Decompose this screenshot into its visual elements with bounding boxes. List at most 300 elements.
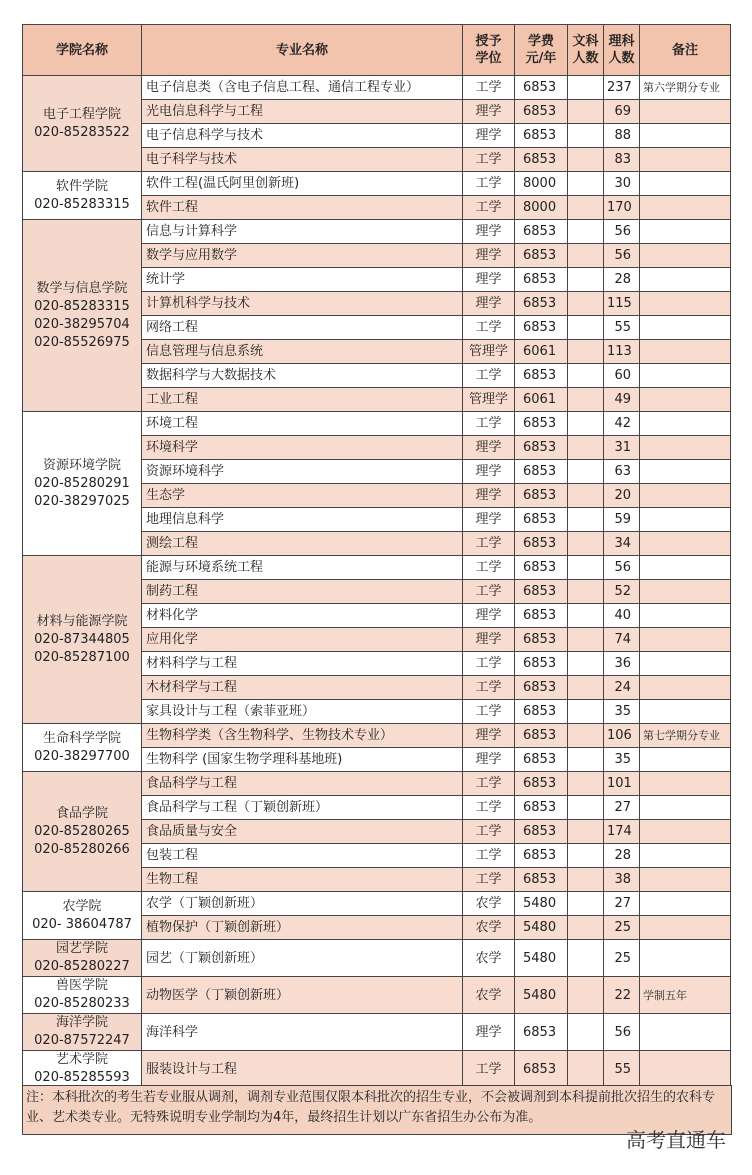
arts-count [568, 388, 604, 412]
major-name: 信息管理与信息系统 [142, 340, 463, 364]
remark [640, 940, 731, 977]
remark [640, 820, 731, 844]
header-college: 学院名称 [23, 25, 142, 76]
remark [640, 172, 731, 196]
major-name: 材料化学 [142, 604, 463, 628]
major-name: 电子信息类（含电子信息工程、通信工程专业） [142, 76, 463, 100]
table-row [23, 977, 731, 1014]
science-count: 113 [604, 340, 640, 364]
remark [640, 748, 731, 772]
arts-count [568, 268, 604, 292]
college-phone: 020-85283315 [34, 196, 130, 212]
degree: 理学 [463, 460, 515, 484]
arts-count [568, 580, 604, 604]
college-phone: 020-85283522 [34, 124, 130, 140]
header-science-count: 理科 人数 [604, 25, 640, 76]
tuition-fee: 6853 [515, 124, 568, 148]
footnote: 注：本科批次的考生若专业服从调剂，调剂专业范围仅限本科批次的招生专业，不会被调剂到本科提前批次招生的农科专业、艺术类专业。无特殊说明专业学制均为4年，最终招生计划以广东省招生办公布为准。 [22, 1085, 732, 1135]
arts-count [568, 868, 604, 892]
science-count: 36 [604, 652, 640, 676]
college-name: 艺术学院 [55, 1052, 108, 1067]
tuition-fee: 6853 [515, 364, 568, 388]
college-cell [23, 1014, 142, 1051]
degree: 工学 [463, 412, 515, 436]
degree: 理学 [463, 724, 515, 748]
major-name: 生态学 [142, 484, 463, 508]
remark [640, 580, 731, 604]
arts-count [568, 172, 604, 196]
arts-count [568, 844, 604, 868]
admissions-table-container [22, 24, 730, 1088]
tuition-fee: 6853 [515, 556, 568, 580]
tuition-fee: 6853 [515, 76, 568, 100]
tuition-fee: 6853 [515, 292, 568, 316]
arts-count [568, 220, 604, 244]
tuition-fee: 6853 [515, 268, 568, 292]
arts-count [568, 892, 604, 916]
major-name: 工业工程 [142, 388, 463, 412]
science-count: 237 [604, 76, 640, 100]
degree: 理学 [463, 748, 515, 772]
header-major: 专业名称 [142, 25, 463, 76]
tuition-fee: 6853 [515, 100, 568, 124]
college-cell [23, 940, 142, 977]
science-count: 115 [604, 292, 640, 316]
arts-count [568, 124, 604, 148]
arts-count [568, 316, 604, 340]
table-row [23, 172, 731, 196]
major-name: 数据科学与大数据技术 [142, 364, 463, 388]
college-phone: 020- 38604787 [32, 916, 132, 932]
college-name: 海洋学院 [55, 1015, 108, 1030]
major-name: 食品科学与工程 [142, 772, 463, 796]
science-count: 30 [604, 172, 640, 196]
arts-count [568, 148, 604, 172]
college-cell [23, 772, 142, 892]
major-name: 园艺（丁颖创新班） [142, 940, 463, 977]
college-phone: 020-85280265 [34, 823, 130, 839]
remark [640, 196, 731, 220]
major-name: 资源环境科学 [142, 460, 463, 484]
college-phone: 020-38295704 [34, 316, 130, 332]
science-count: 170 [604, 196, 640, 220]
major-name: 电子科学与技术 [142, 148, 463, 172]
remark [640, 1051, 731, 1088]
degree: 工学 [463, 76, 515, 100]
remark: 学制五年 [640, 977, 731, 1014]
degree: 理学 [463, 244, 515, 268]
arts-count [568, 436, 604, 460]
tuition-fee: 6853 [515, 412, 568, 436]
college-cell [23, 556, 142, 724]
college-name: 电子工程学院 [42, 106, 121, 122]
college-cell [23, 1051, 142, 1088]
major-name: 环境科学 [142, 436, 463, 460]
table-row [23, 724, 731, 748]
degree: 理学 [463, 268, 515, 292]
major-name: 网络工程 [142, 316, 463, 340]
major-name: 光电信息科学与工程 [142, 100, 463, 124]
science-count: 88 [604, 124, 640, 148]
tuition-fee: 6853 [515, 796, 568, 820]
remark [640, 868, 731, 892]
major-name: 生物科学类（含生物科学、生物技术专业） [142, 724, 463, 748]
degree: 农学 [463, 977, 515, 1014]
table-row [23, 892, 731, 916]
arts-count [568, 628, 604, 652]
arts-count [568, 364, 604, 388]
tuition-fee: 6853 [515, 484, 568, 508]
tuition-fee: 6853 [515, 652, 568, 676]
degree: 理学 [463, 220, 515, 244]
table-row [23, 76, 731, 100]
header-degree: 授予 学位 [463, 25, 515, 76]
remark [640, 340, 731, 364]
college-phone: 020-87344805 [34, 631, 130, 647]
science-count: 52 [604, 580, 640, 604]
remark [640, 796, 731, 820]
remark [640, 652, 731, 676]
remark [640, 628, 731, 652]
arts-count [568, 244, 604, 268]
major-name: 生物科学 (国家生物学理科基地班) [142, 748, 463, 772]
header-fee: 学费 元/年 [515, 25, 568, 76]
science-count: 28 [604, 844, 640, 868]
science-count: 24 [604, 676, 640, 700]
science-count: 35 [604, 748, 640, 772]
college-phone: 020-85283315 [34, 298, 130, 314]
remark [640, 772, 731, 796]
arts-count [568, 460, 604, 484]
arts-count [568, 100, 604, 124]
science-count: 28 [604, 268, 640, 292]
table-header-row [23, 25, 731, 76]
arts-count [568, 340, 604, 364]
major-name: 数学与应用数学 [142, 244, 463, 268]
degree: 工学 [463, 1051, 515, 1088]
degree: 工学 [463, 172, 515, 196]
tuition-fee: 5480 [515, 977, 568, 1014]
arts-count [568, 724, 604, 748]
degree: 工学 [463, 796, 515, 820]
remark [640, 412, 731, 436]
major-name: 电子信息科学与技术 [142, 124, 463, 148]
major-name: 木材科学与工程 [142, 676, 463, 700]
major-name: 统计学 [142, 268, 463, 292]
science-count: 25 [604, 916, 640, 940]
major-name: 地理信息科学 [142, 508, 463, 532]
remark [640, 436, 731, 460]
admissions-table [22, 24, 731, 1088]
degree: 工学 [463, 868, 515, 892]
remark [640, 364, 731, 388]
degree: 工学 [463, 556, 515, 580]
tuition-fee: 6853 [515, 772, 568, 796]
college-name: 食品学院 [55, 805, 108, 821]
science-count: 55 [604, 1051, 640, 1088]
table-row [23, 556, 731, 580]
science-count: 27 [604, 796, 640, 820]
arts-count [568, 556, 604, 580]
college-name: 园艺学院 [55, 941, 108, 956]
college-name: 材料与能源学院 [36, 613, 128, 629]
major-name: 环境工程 [142, 412, 463, 436]
science-count: 27 [604, 892, 640, 916]
science-count: 59 [604, 508, 640, 532]
arts-count [568, 292, 604, 316]
arts-count [568, 940, 604, 977]
degree: 理学 [463, 484, 515, 508]
college-cell [23, 977, 142, 1014]
science-count: 56 [604, 244, 640, 268]
science-count: 106 [604, 724, 640, 748]
arts-count [568, 1051, 604, 1088]
college-name: 生命科学学院 [42, 730, 121, 746]
tuition-fee: 5480 [515, 892, 568, 916]
remark [640, 244, 731, 268]
arts-count [568, 532, 604, 556]
major-name: 制药工程 [142, 580, 463, 604]
degree: 理学 [463, 100, 515, 124]
remark: 第七学期分专业 [640, 724, 731, 748]
degree: 理学 [463, 628, 515, 652]
tuition-fee: 6853 [515, 580, 568, 604]
major-name: 计算机科学与技术 [142, 292, 463, 316]
remark [640, 292, 731, 316]
arts-count [568, 76, 604, 100]
college-cell [23, 724, 142, 772]
remark [640, 676, 731, 700]
remark [640, 604, 731, 628]
tuition-fee: 6853 [515, 532, 568, 556]
remark [640, 460, 731, 484]
header-arts-count: 文科 人数 [568, 25, 604, 76]
tuition-fee: 8000 [515, 196, 568, 220]
tuition-fee: 6853 [515, 148, 568, 172]
remark [640, 556, 731, 580]
degree: 工学 [463, 148, 515, 172]
arts-count [568, 676, 604, 700]
tuition-fee: 6853 [515, 748, 568, 772]
college-phone: 020-85280227 [34, 959, 130, 974]
college-phone: 020-85285593 [34, 1070, 130, 1085]
major-name: 家具设计与工程（索菲亚班） [142, 700, 463, 724]
brand-watermark: 高考直通车 [626, 1128, 726, 1152]
tuition-fee: 6853 [515, 628, 568, 652]
tuition-fee: 6853 [515, 868, 568, 892]
degree: 理学 [463, 508, 515, 532]
arts-count [568, 604, 604, 628]
major-name: 材料科学与工程 [142, 652, 463, 676]
tuition-fee: 6853 [515, 316, 568, 340]
remark: 第六学期分专业 [640, 76, 731, 100]
degree: 工学 [463, 820, 515, 844]
remark [640, 844, 731, 868]
header-note: 备注 [640, 25, 731, 76]
science-count: 20 [604, 484, 640, 508]
remark [640, 148, 731, 172]
arts-count [568, 652, 604, 676]
major-name: 食品科学与工程（丁颖创新班） [142, 796, 463, 820]
tuition-fee: 8000 [515, 172, 568, 196]
tuition-fee: 6853 [515, 724, 568, 748]
major-name: 生物工程 [142, 868, 463, 892]
arts-count [568, 1014, 604, 1051]
arts-count [568, 977, 604, 1014]
science-count: 35 [604, 700, 640, 724]
science-count: 42 [604, 412, 640, 436]
science-count: 56 [604, 1014, 640, 1051]
college-cell [23, 220, 142, 412]
degree: 工学 [463, 532, 515, 556]
table-row [23, 220, 731, 244]
science-count: 74 [604, 628, 640, 652]
college-phone: 020-85280233 [34, 996, 130, 1011]
remark [640, 220, 731, 244]
degree: 理学 [463, 124, 515, 148]
college-name: 数学与信息学院 [36, 280, 128, 296]
tuition-fee: 6853 [515, 844, 568, 868]
remark [640, 1014, 731, 1051]
remark [640, 532, 731, 556]
college-phone: 020-85280266 [34, 841, 130, 857]
science-count: 60 [604, 364, 640, 388]
remark [640, 484, 731, 508]
college-phone: 020-38297700 [34, 748, 130, 764]
remark [640, 388, 731, 412]
college-cell [23, 76, 142, 172]
science-count: 174 [604, 820, 640, 844]
table-row [23, 1014, 731, 1051]
major-name: 软件工程(温氏阿里创新班) [142, 172, 463, 196]
table-row [23, 412, 731, 436]
tuition-fee: 6853 [515, 676, 568, 700]
arts-count [568, 820, 604, 844]
major-name: 农学（丁颖创新班） [142, 892, 463, 916]
remark [640, 268, 731, 292]
arts-count [568, 412, 604, 436]
science-count: 83 [604, 148, 640, 172]
tuition-fee: 6061 [515, 388, 568, 412]
arts-count [568, 196, 604, 220]
degree: 农学 [463, 916, 515, 940]
science-count: 69 [604, 100, 640, 124]
science-count: 38 [604, 868, 640, 892]
college-name: 兽医学院 [55, 978, 108, 993]
major-name: 测绘工程 [142, 532, 463, 556]
college-name: 农学院 [62, 898, 102, 914]
arts-count [568, 796, 604, 820]
degree: 农学 [463, 940, 515, 977]
science-count: 31 [604, 436, 640, 460]
major-name: 包装工程 [142, 844, 463, 868]
degree: 理学 [463, 436, 515, 460]
tuition-fee: 5480 [515, 940, 568, 977]
major-name: 动物医学（丁颖创新班） [142, 977, 463, 1014]
tuition-fee: 6853 [515, 436, 568, 460]
major-name: 应用化学 [142, 628, 463, 652]
arts-count [568, 748, 604, 772]
table-row [23, 940, 731, 977]
degree: 理学 [463, 1014, 515, 1051]
tuition-fee: 6853 [515, 244, 568, 268]
college-phone: 020-85287100 [34, 649, 130, 665]
science-count: 34 [604, 532, 640, 556]
major-name: 海洋科学 [142, 1014, 463, 1051]
degree: 工学 [463, 844, 515, 868]
degree: 管理学 [463, 340, 515, 364]
college-phone: 020-87572247 [34, 1033, 130, 1048]
college-cell [23, 412, 142, 556]
remark [640, 700, 731, 724]
table-row [23, 1051, 731, 1088]
arts-count [568, 916, 604, 940]
tuition-fee: 6061 [515, 340, 568, 364]
degree: 工学 [463, 580, 515, 604]
tuition-fee: 6853 [515, 460, 568, 484]
science-count: 63 [604, 460, 640, 484]
degree: 理学 [463, 292, 515, 316]
major-name: 服装设计与工程 [142, 1051, 463, 1088]
major-name: 能源与环境系统工程 [142, 556, 463, 580]
remark [640, 316, 731, 340]
college-phone: 020-38297025 [34, 493, 130, 509]
tuition-fee: 5480 [515, 916, 568, 940]
tuition-fee: 6853 [515, 508, 568, 532]
science-count: 49 [604, 388, 640, 412]
science-count: 56 [604, 220, 640, 244]
college-phone: 020-85526975 [34, 334, 130, 350]
remark [640, 916, 731, 940]
degree: 工学 [463, 700, 515, 724]
tuition-fee: 6853 [515, 700, 568, 724]
college-cell [23, 892, 142, 940]
science-count: 25 [604, 940, 640, 977]
tuition-fee: 6853 [515, 1051, 568, 1088]
arts-count [568, 772, 604, 796]
college-name: 资源环境学院 [42, 457, 121, 473]
degree: 工学 [463, 676, 515, 700]
table-row [23, 772, 731, 796]
arts-count [568, 700, 604, 724]
science-count: 55 [604, 316, 640, 340]
college-phone: 020-85280291 [34, 475, 130, 491]
remark [640, 892, 731, 916]
tuition-fee: 6853 [515, 1014, 568, 1051]
major-name: 植物保护（丁颖创新班） [142, 916, 463, 940]
tuition-fee: 6853 [515, 220, 568, 244]
degree: 农学 [463, 892, 515, 916]
science-count: 22 [604, 977, 640, 1014]
tuition-fee: 6853 [515, 820, 568, 844]
degree: 工学 [463, 364, 515, 388]
science-count: 101 [604, 772, 640, 796]
degree: 工学 [463, 316, 515, 340]
science-count: 40 [604, 604, 640, 628]
college-name: 软件学院 [55, 178, 108, 194]
degree: 工学 [463, 196, 515, 220]
degree: 管理学 [463, 388, 515, 412]
arts-count [568, 484, 604, 508]
major-name: 信息与计算科学 [142, 220, 463, 244]
major-name: 食品质量与安全 [142, 820, 463, 844]
science-count: 56 [604, 556, 640, 580]
arts-count [568, 508, 604, 532]
degree: 理学 [463, 604, 515, 628]
degree: 工学 [463, 772, 515, 796]
remark [640, 100, 731, 124]
tuition-fee: 6853 [515, 604, 568, 628]
